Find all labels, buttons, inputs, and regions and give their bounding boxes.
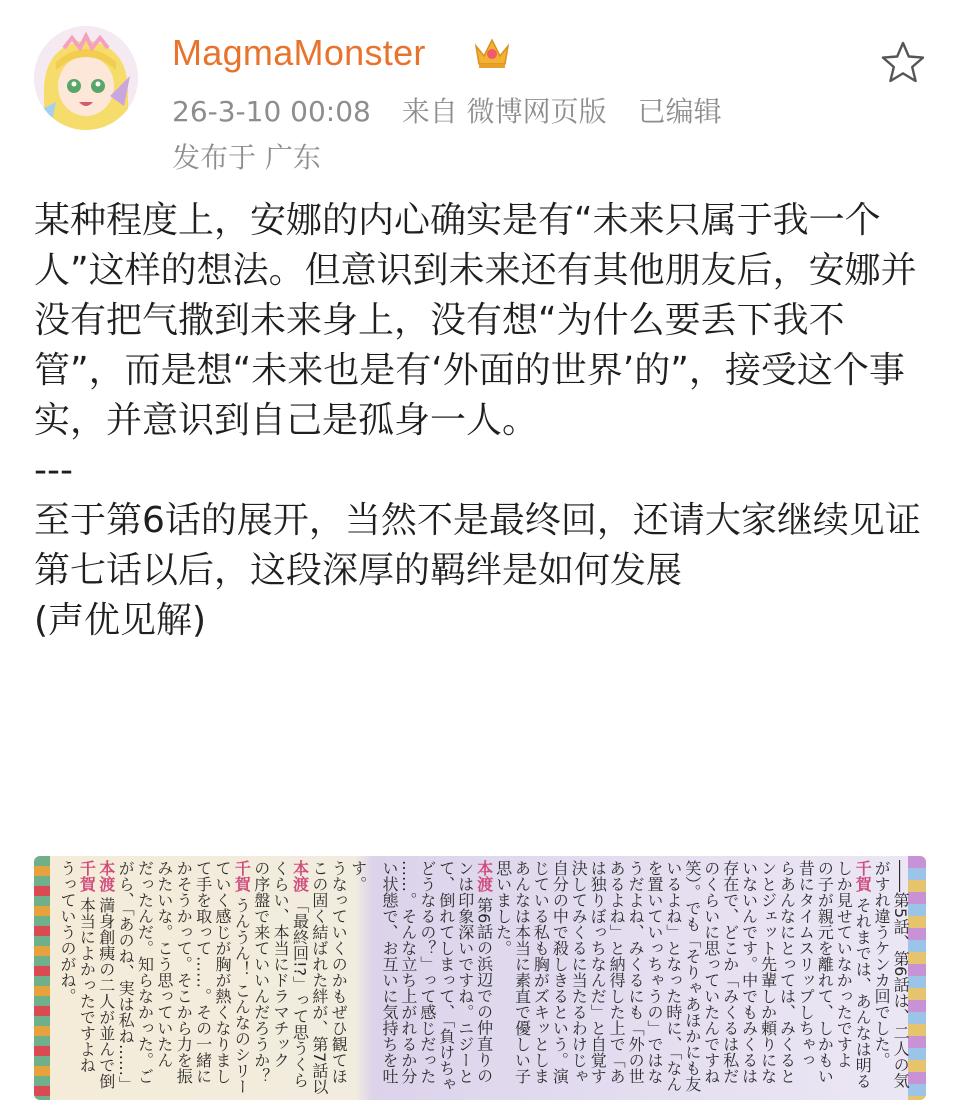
magazine-text-column: あるよね」と納得した上で「あ [607, 860, 627, 1084]
magazine-text-column: じている私も胸がズキッとしま [531, 860, 551, 1084]
magazine-text-column: 笑）。でも「そりゃあほかにも友 [682, 860, 702, 1092]
username[interactable]: MagmaMonster [172, 32, 426, 73]
magazine-text-column: うだよね、みくるにも「外の世 [626, 860, 646, 1084]
magazine-text-column: 千賀 それまでは、あんなは明る [853, 860, 873, 1090]
edited-label[interactable]: 已编辑 [637, 95, 722, 128]
magazine-edge-decoration [34, 856, 50, 1100]
source: 来自 微博网页版 [401, 95, 607, 128]
magazine-text-column: ていく感じが胸が熱くなりまし [213, 860, 232, 1084]
magazine-text-column: ンとジェット先輩しか頼りにな [758, 860, 778, 1084]
magazine-text-column: は独りぼっちなんだ」と自覚す [588, 860, 608, 1084]
magazine-text-column: 自分の中で殺しきるという。演 [550, 860, 570, 1084]
magazine-text-column: ……。そんな立ち上がれるか分 [398, 860, 418, 1084]
star-icon[interactable] [880, 40, 926, 84]
magazine-text-column: みたいな。こう思っていたん [154, 860, 174, 1068]
magazine-text-column: す。 [348, 860, 368, 892]
magazine-text-column: 本渡 満身創痍の二人が並んで倒 [96, 860, 116, 1090]
magazine-image[interactable] [34, 856, 926, 1100]
magazine-text-column: て、倒れてしまって、「負けちゃ [436, 860, 456, 1092]
separator: --- [34, 450, 73, 491]
post-meta [172, 90, 744, 130]
magazine-text-column: この固く結ばれた絆が、第7話以 [309, 860, 329, 1095]
magazine-text-column: 決してみくるに当たるわけじゃ [569, 860, 589, 1084]
voice-note: (声优见解) [34, 600, 207, 641]
paragraph-1: 某种程度上，安娜的内心确实是有“未来只属于我一个人”这样的想法。但意识到未来还有其他朋友后，安娜并没有把气撒到未来身上，没有想“为什么要丢下我不管”，而是想“未来也是有‘外面的世界’的”，接受这个事实，并意识到自己是孤身一人。 [34, 200, 917, 441]
magazine-text-column: 本渡 「最終回!?」って思うくら [290, 860, 310, 1088]
magazine-text-column: がら、「あのね、実は私ね……」 [116, 860, 136, 1092]
magazine-text-column: い状態で、お互いに気持ちを吐 [380, 860, 399, 1084]
magazine-text-column: 思いました。 [493, 860, 513, 956]
magazine-text-column: いるよね」となった時に、「なん [663, 860, 683, 1092]
magazine-text-column: 千賀 本当によかったですよね [77, 860, 97, 1074]
timestamp[interactable]: 26-3-10 00:08 [172, 95, 371, 128]
magazine-text-column: しか見せていなかったですよ [834, 860, 854, 1068]
magazine-text-column: 本渡 第6話の浜辺での仲直りの [474, 860, 494, 1084]
magazine-text-column: がすれ違うケンカ回でした。 [872, 860, 892, 1068]
magazine-text-column: ――第5話、第6話は、二人の気 [891, 860, 911, 1089]
avatar[interactable] [34, 26, 138, 130]
magazine-text-column: いないんです。中でもみくるは [739, 860, 759, 1084]
magazine-text-column: らあんなにとっては、みくると [777, 860, 797, 1084]
magazine-left-page [34, 856, 368, 1100]
magazine-text-column: あんなは本当に素直で優しい子 [512, 860, 532, 1084]
crown-icon [472, 34, 512, 70]
magazine-text-column: 千賀 うんうん！ こんなのシリー [232, 860, 252, 1095]
magazine-text-column: うなっていくのかもぜひ観てほ [329, 860, 349, 1084]
magazine-text-column: の子が親元を離れて、しかもい [815, 860, 835, 1084]
magazine-text-column: だったんだ。知らなかった。ご [135, 860, 155, 1084]
location: 发布于 广东 [172, 141, 321, 174]
magazine-text-column: て手を取って……。その一緒に [193, 860, 213, 1084]
magazine-text-column: 昔にタイムスリップしちゃっ [796, 860, 816, 1068]
magazine-text-column: の序盤で来ていいんだろうか？ [251, 860, 271, 1084]
post-header [0, 0, 960, 190]
magazine-text-column: ンは印象深いですね。ニジーと [455, 860, 475, 1084]
magazine-text-column: のくらいに思っていたんですね [701, 860, 721, 1084]
magazine-text-column: を置いていっちゃうの」ではな [645, 860, 664, 1084]
magazine-text-column: 存在で、どこか「みくるは私だ [720, 860, 740, 1084]
avatar-anime-girl-icon [34, 26, 138, 130]
paragraph-2: 至于第6话的展开，当然不是最终回，还请大家继续见证第七话以后，这段深厚的羁绊是如何发展 [34, 500, 921, 591]
magazine-text-column: かそうかって。そこから力を振 [174, 860, 194, 1084]
magazine-text-column: うっていうのがね。 [58, 860, 77, 1004]
magazine-text-column: くらい、本当にドラマチック [271, 860, 291, 1068]
magazine-right-page [370, 856, 926, 1100]
magazine-text-column: どうなるの？」って感じだった [417, 860, 437, 1084]
post-content [34, 196, 934, 646]
